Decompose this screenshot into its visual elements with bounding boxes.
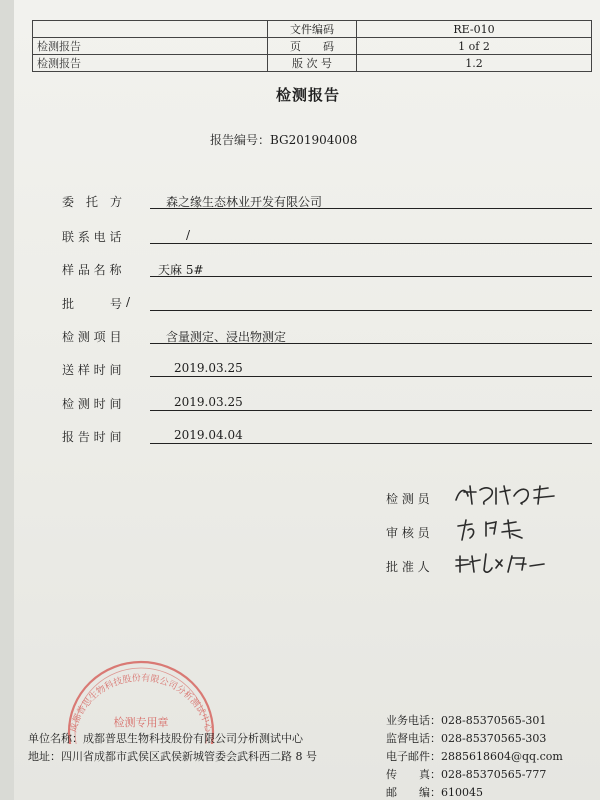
field-value: / — [126, 295, 131, 309]
field-value: 2019.04.04 — [174, 428, 243, 442]
field-value: 2019.03.25 — [174, 395, 243, 409]
field-underline — [150, 243, 592, 244]
field-label: 检 测 项 目 — [62, 330, 122, 344]
footer-business-phone: 业务电话：028-85370565-301 — [386, 714, 547, 727]
handwritten-signature-tester — [450, 482, 568, 508]
signature-label: 审 核 员 — [386, 526, 430, 540]
field-underline — [150, 310, 592, 311]
handwritten-signature-approver — [450, 550, 568, 576]
field-test-items — [62, 328, 592, 348]
field-label: 报 告 时 间 — [62, 430, 122, 444]
stamp-ring-text: 成都普思生物科技股份有限公司分析测试中心 — [68, 673, 214, 734]
header-value-page: 1 of 2 — [357, 38, 592, 55]
header-value-version: 1.2 — [357, 55, 592, 72]
field-underline — [150, 276, 592, 277]
header-label-page: 页 码 — [268, 38, 357, 55]
field-value: 2019.03.25 — [174, 361, 243, 375]
field-label: 送 样 时 间 — [62, 363, 122, 377]
field-value: / — [186, 228, 191, 242]
field-label: 委 托 方 — [62, 195, 123, 209]
official-stamp — [62, 644, 220, 744]
footer-fax: 传 真：028-85370565-777 — [386, 768, 547, 781]
header-value-file-code: RE-010 — [357, 21, 592, 38]
header-label-file-code: 文件编码 — [268, 21, 357, 38]
field-label: 批 号 — [62, 297, 123, 311]
document-control-table — [32, 20, 592, 72]
field-test-date — [62, 395, 592, 415]
field-report-date — [62, 428, 592, 448]
field-underline — [150, 443, 592, 444]
table-row — [33, 55, 592, 72]
signature-label: 批 准 人 — [386, 560, 430, 574]
footer-email: 电子邮件：2885618604@qq.com — [386, 750, 563, 763]
report-number: 报告编号：BG201904008 — [210, 133, 358, 147]
field-underline — [150, 410, 592, 411]
field-client — [62, 193, 592, 213]
field-value: 含量测定、浸出物测定 — [166, 330, 287, 344]
table-row — [33, 21, 592, 38]
field-underline — [150, 376, 592, 377]
header-left-cell-2: 检测报告 — [33, 38, 268, 55]
table-row — [33, 38, 592, 55]
header-label-version: 版 次 号 — [268, 55, 357, 72]
field-phone — [62, 228, 592, 248]
stamp-band-text: 检测专用章 — [113, 716, 169, 729]
field-label: 检 测 时 间 — [62, 397, 122, 411]
page-title: 检测报告 — [275, 86, 340, 104]
field-value: 天麻 5# — [158, 263, 204, 277]
report-page — [14, 0, 600, 800]
field-value: 森之缘生态林业开发有限公司 — [166, 195, 323, 209]
handwritten-signature-reviewer — [450, 516, 568, 542]
field-delivery-date — [62, 361, 592, 381]
signature-label: 检 测 员 — [386, 492, 430, 506]
footer-postcode: 邮 编：610045 — [386, 786, 483, 799]
field-sample-name — [62, 261, 592, 281]
field-label: 样 品 名 称 — [62, 263, 122, 277]
header-left-cell-3: 检测报告 — [33, 55, 268, 72]
field-label: 联 系 电 话 — [62, 230, 122, 244]
field-batch-no — [62, 295, 592, 315]
footer-unit-name: 单位名称：成都普思生物科技股份有限公司分析测试中心 — [28, 732, 303, 745]
footer-address: 地址：四川省成都市武侯区武侯新城管委会武科西二路 8 号 — [28, 750, 317, 763]
footer-supervision-phone: 监督电话：028-85370565-303 — [386, 732, 547, 745]
header-left-cell-1 — [33, 21, 268, 38]
